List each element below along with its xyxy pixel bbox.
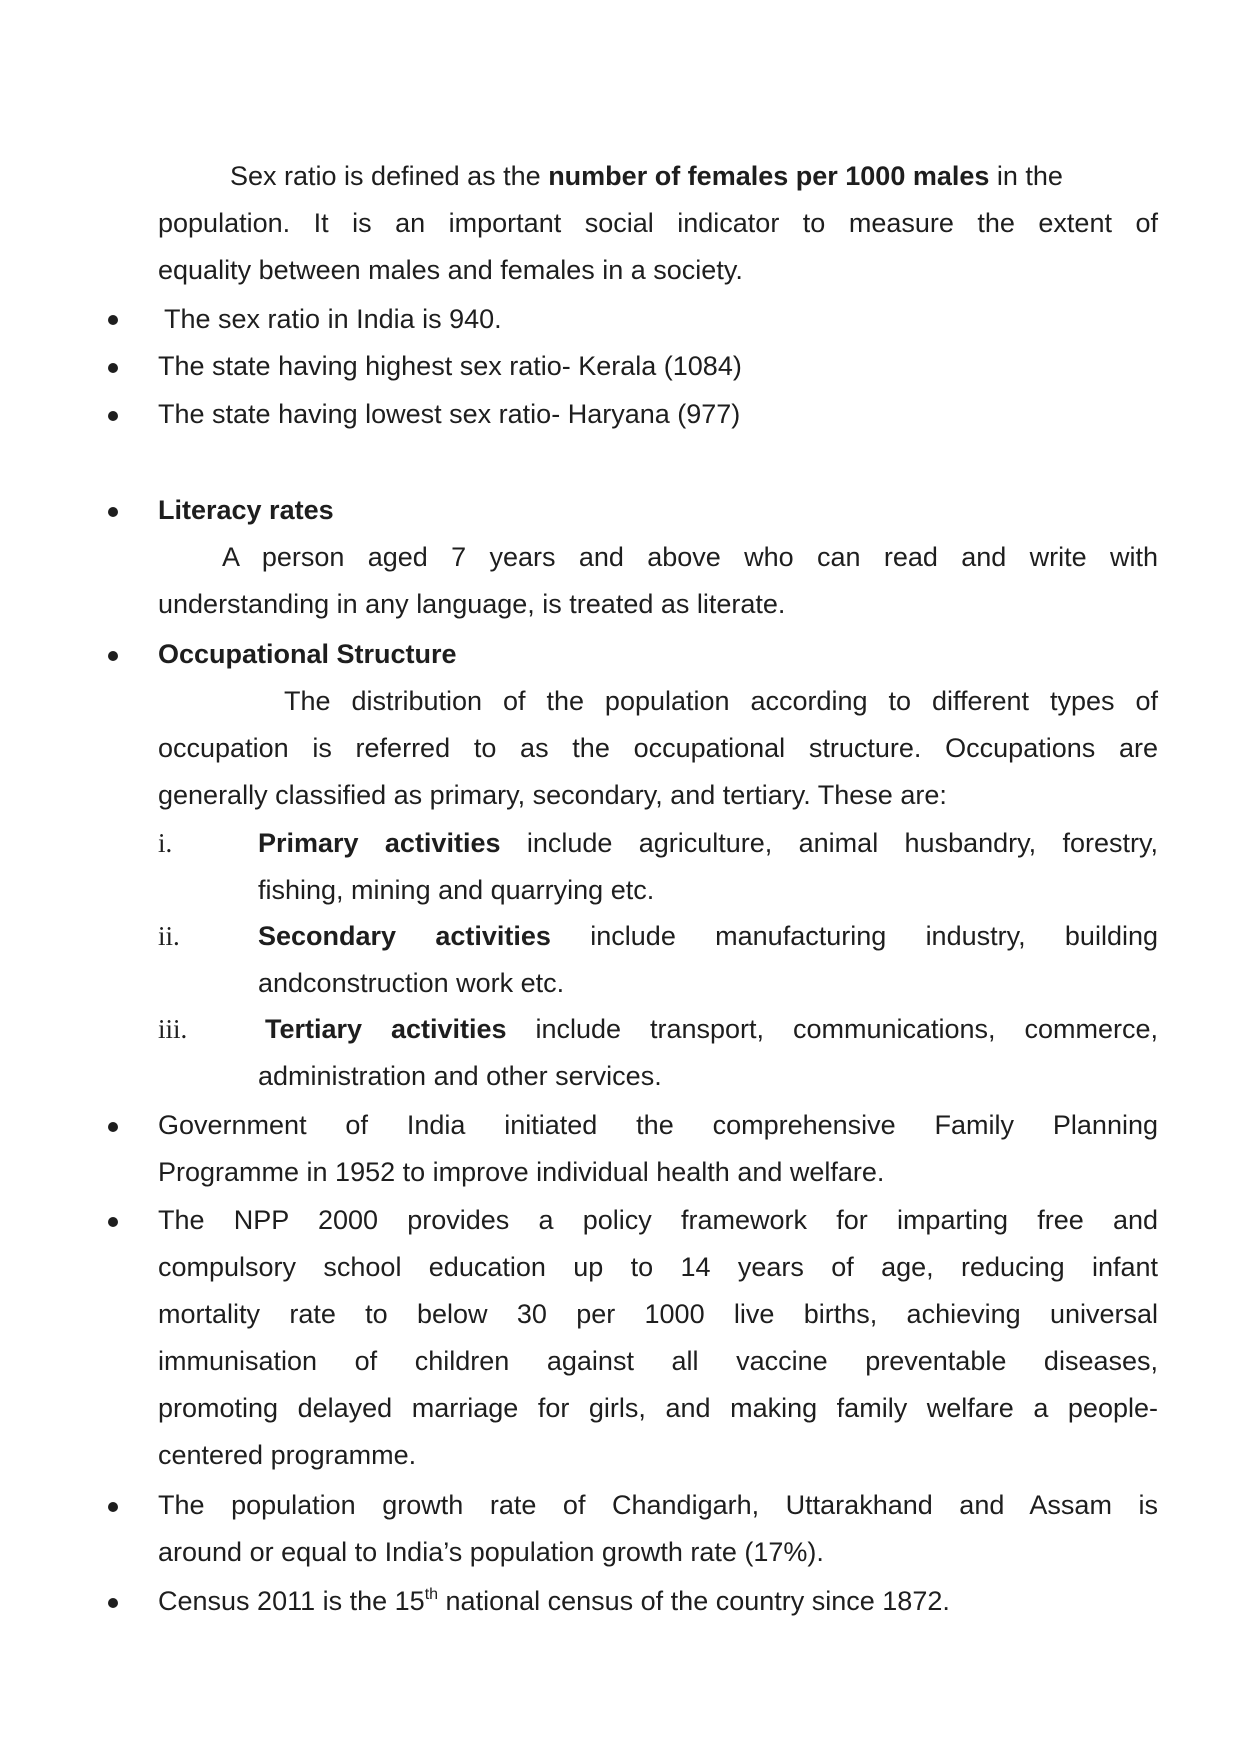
bullet-icon — [108, 315, 118, 325]
population-growth-bullet: The population growth rate of Chandigarh, Uttarakhand and Assam is around or equal to India’s population growth rate (17%). — [158, 1490, 1158, 1567]
secondary-activities-item: Secondary activities include manufacturing industry, building andconstruction work etc. — [258, 921, 1158, 998]
definition-bold: number of females per 1000 males — [548, 161, 990, 191]
bullet-icon — [108, 411, 118, 421]
literacy-section — [158, 487, 1158, 628]
sex-ratio-definition — [158, 153, 1158, 294]
definition-line-3: equality between males and females in a society. — [158, 255, 743, 285]
sex-ratio-lowest: The state having lowest sex ratio- Haryana (977) — [158, 399, 741, 429]
tertiary-activities-bold: Tertiary activities — [265, 1014, 507, 1044]
literacy-line-2: understanding in any language, is treated as literate. — [158, 589, 786, 619]
item-numeral-ii: ii. — [158, 921, 180, 951]
sex-ratio-india: The sex ratio in India is 940. — [164, 304, 502, 334]
item-numeral-i: i. — [158, 828, 173, 858]
item-numeral-iii: iii. — [158, 1014, 188, 1044]
bullet-icon — [108, 651, 118, 661]
family-planning-bullet: Government of India initiated the comprehensive Family Planning Programme in 1952 to improve individual health and welfare. — [158, 1110, 1158, 1187]
bullet-icon — [108, 1598, 118, 1608]
primary-activities-item: Primary activities include agriculture, animal husbandry, forestry, fishing, mining and quarrying etc. — [258, 828, 1158, 905]
bullet-icon — [108, 507, 118, 517]
sex-ratio-highest: The state having highest sex ratio- Kerala (1084) — [158, 351, 742, 381]
bullet-icon — [108, 363, 118, 373]
census-bullet: Census 2011 is the 15th national census of the country since 1872. — [158, 1586, 950, 1616]
bullet-icon — [108, 1122, 118, 1132]
bullet-icon — [108, 1502, 118, 1512]
census-superscript: th — [424, 1586, 439, 1603]
literacy-heading: Literacy rates — [158, 495, 334, 525]
npp-2000-bullet: The NPP 2000 provides a policy framework for imparting free and compulsory school education up to 14 years of age, reducing infant mortality rate to below 30 per 1000 live births, achieving universal immunisation of children against all vaccine preventable diseases, promoting delayed marriage for girls, and making family welfare a people- centered programme. — [158, 1205, 1158, 1470]
literacy-line-1: A person aged 7 years and above who can read and write with — [222, 542, 1158, 572]
occupational-heading: Occupational Structure — [158, 639, 457, 669]
tertiary-activities-item: Tertiary activities include transport, communications, commerce, administration and other services. — [258, 1014, 1158, 1091]
definition-line-2: population. It is an important social indicator to measure the extent of — [158, 208, 1158, 238]
occupational-line-2: occupation is referred to as the occupational structure. Occupations are — [158, 733, 1158, 763]
primary-activities-bold: Primary activities — [258, 828, 501, 858]
bullet-icon — [108, 1217, 118, 1227]
occupational-line-3: generally classified as primary, secondary, and tertiary. These are: — [158, 780, 947, 810]
occupational-section — [158, 631, 1158, 819]
occupational-line-1: The distribution of the population according to different types of — [284, 686, 1158, 716]
definition-line-1: Sex ratio is defined as the number of females per 1000 males in the — [230, 161, 1063, 191]
secondary-activities-bold: Secondary activities — [258, 921, 551, 951]
